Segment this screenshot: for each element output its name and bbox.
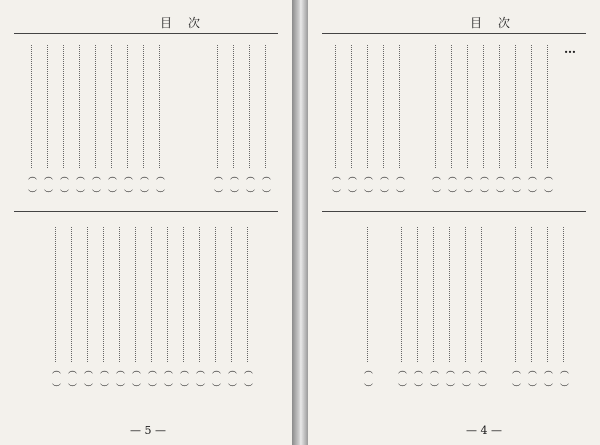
- toc-entry: [56, 42, 70, 198]
- dot-leader: [483, 45, 484, 168]
- toc-page-ref: （ ）: [244, 171, 254, 198]
- dot-leader: [515, 45, 516, 168]
- toc-entry: [540, 42, 554, 198]
- dot-leader: [335, 45, 336, 168]
- dot-leader: [351, 45, 352, 168]
- toc-page-ref: （ ）: [260, 171, 270, 198]
- toc-page-ref: （ ）: [138, 171, 148, 198]
- toc-page-ref: （ ）: [90, 171, 100, 198]
- toc-page-ref: （ ）: [212, 171, 222, 198]
- toc-page-ref: （ ）: [194, 365, 204, 392]
- toc-section-heading: [490, 224, 504, 392]
- toc-page-ref: （ ）: [346, 171, 356, 198]
- dot-leader: [159, 45, 160, 168]
- dot-leader: [563, 227, 564, 362]
- dot-leader: [103, 227, 104, 362]
- dot-leader: [231, 227, 232, 362]
- toc-entry: [392, 42, 406, 198]
- toc-page-ref: （ ）: [26, 171, 36, 198]
- toc-page-ref: （ ）: [162, 365, 172, 392]
- toc-entry: [540, 224, 554, 392]
- dot-leader: [417, 227, 418, 362]
- dot-leader: [465, 227, 466, 362]
- toc-entry: [112, 224, 126, 392]
- toc-entry: [360, 224, 374, 392]
- toc-entry: [160, 224, 174, 392]
- toc-entry: [72, 42, 86, 198]
- toc-entry: [508, 42, 522, 198]
- toc-entry: [442, 224, 456, 392]
- left-section-rule: [14, 211, 278, 212]
- toc-page-ref: （ ）: [130, 365, 140, 392]
- right-header-rule: [322, 33, 586, 34]
- toc-section-heading: [170, 42, 184, 198]
- toc-page-ref: （ ）: [510, 365, 520, 392]
- dot-leader: [151, 227, 152, 362]
- toc-entry: [556, 224, 570, 392]
- toc-page-ref: （ ）: [66, 365, 76, 392]
- toc-entry: [492, 42, 506, 198]
- toc-page-ref: （ ）: [476, 365, 486, 392]
- dot-leader: [383, 45, 384, 168]
- dot-leader: [215, 227, 216, 362]
- toc-entry: [80, 224, 94, 392]
- toc-entry-label: …: [563, 42, 577, 56]
- toc-entry: [460, 42, 474, 198]
- toc-entry: [258, 42, 272, 198]
- toc-entry: [152, 42, 166, 198]
- toc-page-ref: （ ）: [478, 171, 488, 198]
- toc-entry: [176, 224, 190, 392]
- dot-leader: [127, 45, 128, 168]
- toc-entry: [224, 224, 238, 392]
- toc-entry: [64, 224, 78, 392]
- toc-section-heading: [410, 42, 424, 198]
- toc-page-ref: （ ）: [558, 365, 568, 392]
- toc-entry: [120, 42, 134, 198]
- toc-page-ref: （ ）: [146, 365, 156, 392]
- toc-entry: [48, 224, 62, 392]
- toc-entry: [474, 224, 488, 392]
- toc-entry: [524, 42, 538, 198]
- toc-page-ref: （ ）: [74, 171, 84, 198]
- dot-leader: [467, 45, 468, 168]
- toc-page-ref: （ ）: [428, 365, 438, 392]
- dot-leader: [435, 45, 436, 168]
- toc-entry: [410, 224, 424, 392]
- toc-page-ref: （ ）: [82, 365, 92, 392]
- dot-leader: [63, 45, 64, 168]
- toc-entry: [226, 42, 240, 198]
- toc-entry: [24, 42, 38, 198]
- toc-entry: [96, 224, 110, 392]
- toc-entry: [524, 224, 538, 392]
- toc-page-ref: （ ）: [330, 171, 340, 198]
- dot-leader: [547, 227, 548, 362]
- toc-entry: [428, 42, 442, 198]
- dot-leader: [79, 45, 80, 168]
- toc-section-heading: [258, 224, 272, 392]
- toc-page-ref: （ ）: [42, 171, 52, 198]
- toc-entry: [394, 224, 408, 392]
- dot-leader: [401, 227, 402, 362]
- toc-page-ref: （ ）: [154, 171, 164, 198]
- toc-page-ref: （ ）: [494, 171, 504, 198]
- left-page-number: — 5 —: [130, 424, 166, 437]
- toc-page-ref: （ ）: [412, 365, 422, 392]
- toc-entry: [344, 42, 358, 198]
- toc-entry: [242, 42, 256, 198]
- toc-page-ref: （ ）: [396, 365, 406, 392]
- toc-entry: [210, 42, 224, 198]
- dot-leader: [515, 227, 516, 362]
- toc-entry: [508, 224, 522, 392]
- dot-leader: [119, 227, 120, 362]
- toc-page-ref: （ ）: [50, 365, 60, 392]
- toc-section-heading: [188, 42, 202, 198]
- dot-leader: [31, 45, 32, 168]
- dot-leader: [95, 45, 96, 168]
- dot-leader: [547, 45, 548, 168]
- dot-leader: [71, 227, 72, 362]
- right-page-number: — 4 —: [466, 424, 502, 437]
- toc-entry: [104, 42, 118, 198]
- dot-leader: [55, 227, 56, 362]
- toc-entry: [136, 42, 150, 198]
- toc-entry: [458, 224, 472, 392]
- toc-page-ref: （ ）: [210, 365, 220, 392]
- toc-page-ref: （ ）: [462, 171, 472, 198]
- toc-page-ref: （ ）: [106, 171, 116, 198]
- toc-page-ref: （ ）: [446, 171, 456, 198]
- dot-leader: [531, 45, 532, 168]
- right-page-header: 目 次: [470, 16, 513, 30]
- dot-leader: [433, 227, 434, 362]
- right-section-rule: [322, 211, 586, 212]
- left-page-header: 目 次: [160, 16, 203, 30]
- toc-page-ref: （ ）: [178, 365, 188, 392]
- dot-leader: [167, 227, 168, 362]
- toc-page-ref: （ ）: [378, 171, 388, 198]
- dot-leader: [247, 227, 248, 362]
- toc-entry: [360, 42, 374, 198]
- dot-leader: [249, 45, 250, 168]
- toc-page-ref: （ ）: [394, 171, 404, 198]
- toc-page-ref: （ ）: [362, 171, 372, 198]
- toc-entry: [144, 224, 158, 392]
- toc-page-ref: （ ）: [58, 171, 68, 198]
- dot-leader: [199, 227, 200, 362]
- dot-leader: [481, 227, 482, 362]
- dot-leader: [499, 45, 500, 168]
- toc-page-ref: （ ）: [460, 365, 470, 392]
- toc-entry: [376, 42, 390, 198]
- book-gutter: [292, 0, 308, 445]
- toc-page-ref: （ ）: [526, 171, 536, 198]
- toc-entry: [88, 42, 102, 198]
- left-header-rule: [14, 33, 278, 34]
- toc-page-ref: （ ）: [542, 171, 552, 198]
- dot-leader: [233, 45, 234, 168]
- dot-leader: [265, 45, 266, 168]
- toc-entry: [444, 42, 458, 198]
- toc-page-ref: （ ）: [362, 365, 372, 392]
- dot-leader: [531, 227, 532, 362]
- dot-leader: [111, 45, 112, 168]
- toc-entry: [328, 42, 342, 198]
- dot-leader: [367, 45, 368, 168]
- dot-leader: [399, 45, 400, 168]
- dot-leader: [87, 227, 88, 362]
- toc-entry: [40, 42, 54, 198]
- toc-entry: [240, 224, 254, 392]
- toc-entry: [476, 42, 490, 198]
- toc-page-ref: （ ）: [98, 365, 108, 392]
- toc-page-ref: （ ）: [526, 365, 536, 392]
- toc-entry: [192, 224, 206, 392]
- toc-entry: [128, 224, 142, 392]
- toc-page-ref: （ ）: [114, 365, 124, 392]
- dot-leader: [367, 227, 368, 362]
- toc-page-ref: （ ）: [122, 171, 132, 198]
- dot-leader: [135, 227, 136, 362]
- toc-page-ref: （ ）: [510, 171, 520, 198]
- dot-leader: [449, 227, 450, 362]
- toc-page-ref: （ ）: [226, 365, 236, 392]
- dot-leader: [47, 45, 48, 168]
- toc-entry: [208, 224, 222, 392]
- toc-entry: [426, 224, 440, 392]
- dot-leader: [451, 45, 452, 168]
- toc-page-ref: （ ）: [430, 171, 440, 198]
- toc-page-ref: （ ）: [228, 171, 238, 198]
- dot-leader: [143, 45, 144, 168]
- toc-section-heading: [376, 224, 390, 392]
- dot-leader: [217, 45, 218, 168]
- dot-leader: [183, 227, 184, 362]
- toc-page-ref: （ ）: [242, 365, 252, 392]
- toc-page-ref: （ ）: [542, 365, 552, 392]
- toc-section-heading: [563, 42, 577, 198]
- toc-page-ref: （ ）: [444, 365, 454, 392]
